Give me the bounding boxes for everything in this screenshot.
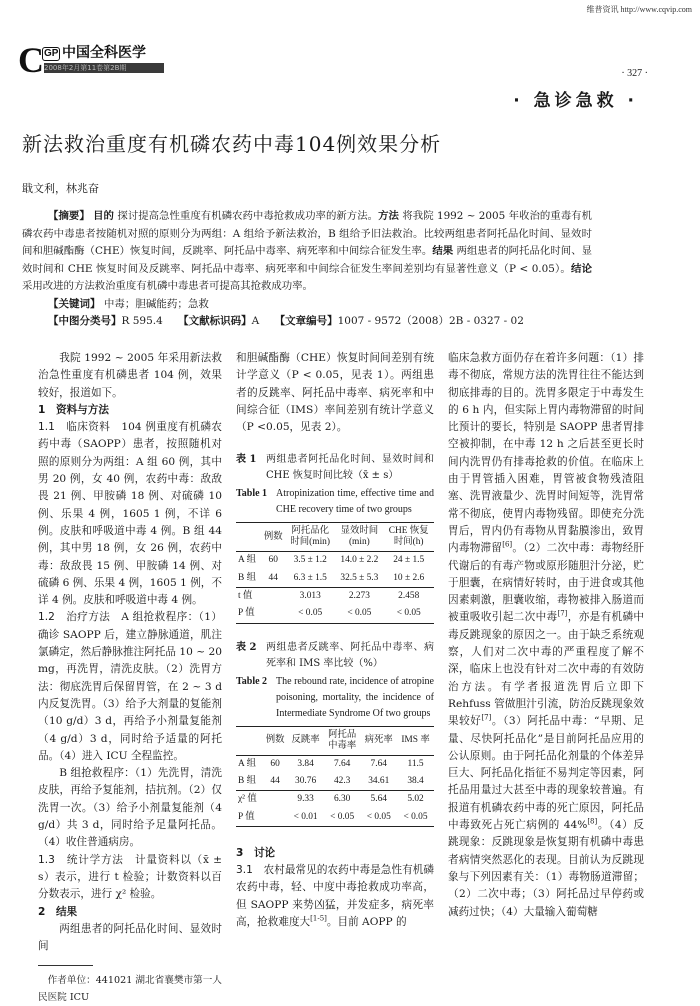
section-2-text-start	[38, 921, 222, 956]
discussion-part-2: 。（2）二次中毒：毒物经肝代谢后的有毒产物或原形随胆汁分泌，贮于胆囊，在病情好转时，由于进食或其他因素刺激，胆囊收缩，毒物被排入肠道而被重吸收引起二次中毒	[448, 542, 644, 624]
clc-label: 【中图分类号】	[48, 314, 122, 327]
table-1-cell: 3.013	[285, 588, 335, 606]
table-2-header-5: IMS 率	[401, 735, 430, 746]
section-3-1-label: 3.1	[236, 864, 253, 877]
table-2-cell: 5.02	[397, 791, 434, 809]
section-1-3	[38, 852, 222, 904]
section-1-2-b: B 组抢救程序：（1）先洗胃，清洗皮肤，再给予复能剂，拮抗剂。（2）仅洗胃一次。（3）给予小剂量复能剂（4 g/d）共 3 d，同时给予足量阿托品。（4）收住普通病房。	[38, 767, 222, 849]
table-2-cell: < 0.01	[293, 811, 318, 822]
clc-value: R 595.4	[121, 314, 163, 327]
journal-issue-bar: 2008年2月第11卷第2B期	[44, 63, 164, 73]
table-2-cell: 7.64	[333, 758, 351, 769]
table-2-header-0	[236, 726, 263, 755]
results-label: 结果	[432, 245, 454, 257]
section-1-3-label: 1.3 统计学方法	[38, 853, 124, 866]
table-1-cell: 3.5 ± 1.2	[293, 555, 327, 566]
conclusion-text: 采用改进的方法救治重度有机磷中毒患者可提高其抢救成功率。	[22, 280, 313, 292]
section-3-1-text: 农村最常见的农药中毒是急性有机磷农药中毒，轻、中度中毒抢救成功率高，但 SAOPP 来势凶猛，并发症多，病死率高，抢救难度大	[236, 864, 435, 929]
section-1-2-text: A 组抢救程序：（1）确诊 SAOPP 后，建立静脉通道，肌注氯磷定，然后静脉推注阿托品 10 ~ 20 mg，再洗胃，清洗皮肤。（2）洗胃方法：彻底洗胃后保留胃管，在 2 ~ 3 d 内反复洗胃。（3）给予大剂量的复能剂（10 g/d）3 d，再给予小剂量复能剂（4 g/d）3 d，同时给予适量的阿托品。（4）进入 ICU 全程监控。	[38, 611, 222, 762]
intro-paragraph: 我院 1992 ~ 2005 年采用新法救治急性重度有机磷患者 104 例，效果较好，报道如下。	[38, 352, 222, 399]
objective-text: 探讨提高急性重度有机磷农药中毒抢救成功率的新方法。	[117, 210, 379, 222]
table-1-row	[236, 588, 434, 606]
authors: 戢文利，林兆奋	[22, 182, 99, 195]
table-2-cell: 6.30	[324, 791, 361, 809]
table-1-cell: 2.273	[335, 588, 383, 606]
table-2-cell	[263, 791, 287, 809]
table-2-cell: < 0.05	[330, 811, 355, 822]
logo-gp: GP	[44, 48, 59, 59]
section-1-2-label: 1.2 治疗方法	[38, 611, 111, 624]
table-2	[236, 726, 434, 827]
section-3-1-tail-rest: 临床急救方面仍存在着许多问题：（1）排毒不彻底，常规方法的洗胃往往不能达到彻底排毒的目的。洗胃多限定于中毒发生的 6 h 内，但实际上胃内毒物滞留的时间比预计的要长，特别是 SAOPP 患者胃排空被抑制，在中毒 12 h 之后甚至更长时间内洗胃仍有排毒抢救的价值。在临床上由于胃管插入困难，胃管被食物残渣阻塞、洗胃液量少、洗胃时间短等，洗胃常常不彻底，使胃内毒物残留。即使充分洗胃后，胃内仍有毒物从胃黏膜渗出，致胃内毒物滞留	[448, 352, 644, 555]
table-1-cell	[261, 588, 285, 606]
keywords	[22, 296, 592, 313]
ref-8: [8]	[587, 817, 598, 826]
table-1-cell: 6.3 ± 1.5	[293, 572, 327, 583]
section-1-3-text: 计量资料以（x̄ ± s）表示，进行 t 检验；计数资料以百分数表示，进行 χ² 检验。	[38, 853, 222, 901]
abstract	[22, 208, 592, 296]
column-2	[236, 350, 434, 931]
footnote-divider	[38, 965, 93, 966]
table-1-label-en: Table 1	[236, 488, 268, 500]
table-1-cell	[261, 605, 285, 623]
table-2-label: 表 2	[236, 641, 257, 653]
table-1-cell: 10 ± 2.6	[393, 572, 425, 583]
journal-name: 中国全科医学	[62, 45, 146, 61]
author-affiliation: 作者单位：441021 湖北省襄樊市第一人民医院 ICU	[38, 975, 222, 1004]
section-1-1	[38, 419, 222, 609]
table-2-header-1: 例数	[265, 735, 285, 746]
table-2-cell: 42.3	[333, 775, 351, 786]
table-2-cell: 11.5	[407, 758, 424, 769]
table-2-cell: 9.33	[287, 791, 324, 809]
table-2-header-2: 反跳率	[291, 735, 320, 746]
section-1-heading: 1 资料与方法	[38, 403, 109, 416]
discussion-part-5: 。（4）反跳现象：反跳现象是恢复期有机磷中毒患者病情突然恶化的表现。目前认为反跳现象与下列因素有关：（1）毒物肠道滞留；（2）二次中毒；（3）阿托品过早停药或减药过快；（4）大量输入葡萄糖	[448, 819, 644, 918]
keywords-label: 【关键词】	[48, 297, 101, 310]
table-2-caption	[236, 640, 434, 722]
column-1	[38, 350, 222, 1006]
table-2-row	[236, 773, 434, 791]
article-body	[38, 350, 644, 1006]
article-no-label: 【文章编号】	[274, 314, 338, 327]
table-2-title-cn: 两组患者反跳率、阿托品中毒率、病死率和 IMS 率比较（%）	[266, 641, 434, 669]
table-2-cell: 34.61	[368, 775, 390, 786]
table-2-cell: 7.64	[370, 758, 387, 769]
table-1-cell: A 组	[238, 555, 256, 566]
table-1-header-0	[236, 523, 261, 552]
table-2-header-row	[236, 726, 434, 755]
watermark: 维普资讯 http://www.cqvip.com	[586, 5, 692, 14]
table-2-cell: 38.4	[407, 775, 424, 786]
section-2-text-part: 两组患者的阿托品化时间、显效时间	[38, 922, 222, 953]
ref-6: [6]	[502, 540, 513, 549]
section-3-1-tail-start: 。目前 AOPP 的	[326, 916, 407, 929]
conclusion-label: 结论	[571, 262, 593, 275]
table-1-header-1: 例数	[263, 531, 283, 542]
section-3-1	[236, 862, 434, 931]
keywords-text: 中毒；胆碱能药；急救	[103, 297, 209, 310]
table-1-cell: B 组	[238, 572, 256, 583]
table-1-cell: < 0.05	[396, 608, 421, 619]
classification	[22, 313, 592, 330]
table-1-cell: 2.458	[383, 588, 434, 606]
table-1	[236, 522, 434, 623]
table-2-cell: 44	[270, 775, 280, 786]
journal-logo	[18, 40, 168, 80]
table-2-cell	[263, 809, 287, 827]
table-2-cell: P 值	[238, 811, 255, 822]
table-1-header-2: 阿托品化 时间(min)	[290, 526, 330, 548]
table-1-header-4: CHE 恢复 时间(h)	[388, 526, 429, 548]
logo-letter: C	[18, 40, 44, 80]
table-2-label-en: Table 2	[236, 675, 268, 687]
table-2-header-3: 阿托品 中毒率	[328, 729, 357, 751]
article-no-value: 1007 - 9572（2008）2B - 0327 - 02	[337, 314, 524, 327]
section-3-heading: 3 讨论	[236, 846, 276, 859]
section-2-text-cont	[236, 350, 434, 436]
section-title: · 急诊急救 ·	[513, 91, 638, 111]
table-1-row	[236, 552, 434, 570]
article-title: 新法救治重度有机磷农药中毒104例效果分析	[22, 132, 442, 156]
table-1-title-en: Atropinization time, effective time and CHE recovery time of two groups	[276, 488, 434, 516]
table-1-cell: 14.0 ± 2.2	[340, 555, 379, 566]
table-2-cell: 60	[270, 758, 280, 769]
table-1-caption	[236, 452, 434, 518]
section-1-1-label: 1.1 临床资料	[38, 421, 111, 434]
column-3	[448, 350, 644, 921]
table-1-header-3: 显效时间 (min)	[340, 526, 379, 548]
table-2-cell: χ² 值	[236, 791, 263, 809]
discussion-part-3: ，亦是有机磷中毒反跳现象的原因之一。由于缺乏系统观察，人们对二次中毒的严重程度了解不深，临床上也没有针对二次中毒的有效防治方法。有学者报道洗胃后立即下 Rehfuss 管做胆汁引流，防治反跳现象效果较好	[448, 611, 645, 728]
objective-label: 目的	[93, 210, 114, 222]
methods-text: 将我院 1992 ~ 2005 年收治的重毒有机磷农药中毒患者按随机对照的原则分为两组：A 组给予新法救治，B 组给予旧法救治。比较两组患者阿托品化时间、显效时间和胆碱酯酶（CHE）恢复时间，反跳率、阿托品中毒率、病死率和中间综合征发生率。	[22, 210, 592, 257]
ref-7a: [7]	[557, 609, 568, 618]
table-1-cell: 32.5 ± 5.3	[340, 572, 379, 583]
ref-1-5: [1-5]	[310, 914, 327, 923]
section-2-heading: 2 结果	[38, 905, 78, 918]
table-1-cell: < 0.05	[347, 608, 372, 619]
front-matter	[22, 208, 592, 330]
results-text: 两组患者的阿托品化时间、显效时间和 CHE 恢复时间及反跳率、阿托品中毒率、病死率和中间综合征发生率间差别均有显著性意义（P < 0.05）。	[22, 245, 593, 275]
table-2-cell: 3.84	[297, 758, 314, 769]
page-number: · 327 ·	[621, 68, 648, 79]
table-2-row	[236, 809, 434, 827]
table-2-title-en: The rebound rate, incidence of atropine poisoning, mortality, the incidence of Intermediate Syndrome Of two groups	[276, 675, 434, 719]
table-2-row	[236, 791, 434, 809]
section-1-2	[38, 609, 222, 765]
table-1-cell: t 值	[236, 588, 261, 606]
table-1-label: 表 1	[236, 454, 257, 466]
table-2-cell: A 组	[238, 758, 256, 769]
abstract-label: 【摘要】	[48, 210, 90, 222]
table-1-header-row	[236, 523, 434, 552]
discussion-start	[236, 845, 434, 931]
table-1-cell: 60	[268, 555, 278, 566]
table-1-row	[236, 570, 434, 588]
doc-code-label: 【文献标识码】	[178, 314, 252, 327]
table-1-cell: P 值	[238, 608, 255, 619]
section-1-1-text: 104 例重度有机磷农药中毒（SAOPP）患者，按照随机对照的原则分为两组：A 组 60 例，其中男 20 例，女 40 例，农药中毒：敌敌畏 21 例、甲胺磷 18 例、对硫磷 10 例、乐果 4 例，1605 1 例，不详 6 例。皮肤和呼吸道中毒 4 例。B 组 44 例，其中男 18 例，女 26 例，农药中毒：敌敌畏 15 例、甲胺磷 14 例、对硫磷 6 例、乐果 4 例，1605 1 例，不详 4 例。皮肤和呼吸道中毒 4 例。	[38, 421, 223, 607]
table-1-title-cn: 两组患者阿托品化时间、显效时间和 CHE 恢复时间比较（x̄ ± s）	[266, 454, 434, 482]
table-2-cell: 5.64	[360, 791, 397, 809]
discussion-part-4: 。（3）阿托品中毒：“早期、足量、尽快阿托品化”是目前阿托品应用的公认原则。由于阿托品化剂量的个体差异巨大、阿托品化指征不易判定等因素，阿托品用量过大甚至中毒的现象较普遍。有报道有机磷农药中毒的死亡原因，阿托品中毒致死占死亡病例的 44%	[448, 715, 645, 832]
doc-code-value: A	[251, 314, 260, 327]
table-1-cell: 24 ± 1.5	[393, 555, 425, 566]
table-2-row	[236, 755, 434, 773]
table-2-header-4: 病死率	[364, 735, 393, 746]
table-2-cell: 30.76	[295, 775, 317, 786]
table-2-cell: < 0.05	[366, 811, 391, 822]
section-2-text-rest: 和胆碱酯酶（CHE）恢复时间间差别有统计学意义（P < 0.05，见表 1）。两组患者的反跳率、阿托品中毒率、病死率和中间综合征（IMS）率间差别有统计学意义（P <0.05，见表 2）。	[236, 352, 434, 434]
table-1-cell: < 0.05	[298, 608, 323, 619]
discussion-continued	[448, 350, 644, 921]
table-1-cell: 44	[268, 572, 278, 583]
table-2-cell: < 0.05	[403, 811, 428, 822]
table-1-row	[236, 605, 434, 623]
ref-7b: [7]	[481, 713, 492, 722]
methods-label: 方法	[378, 210, 399, 222]
table-2-cell: B 组	[238, 775, 256, 786]
